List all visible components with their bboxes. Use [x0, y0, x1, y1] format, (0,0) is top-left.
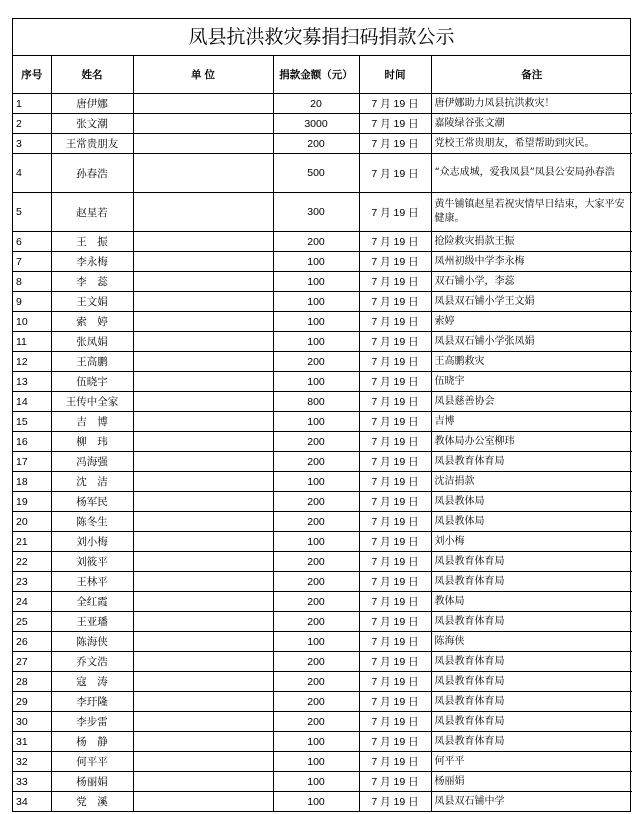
table-row [13, 252, 632, 272]
donation-time: 7 月 19 日 [359, 632, 431, 652]
donor-unit [133, 352, 273, 372]
table-row [13, 692, 632, 712]
donation-note: 教体局办公室柳玮 [431, 432, 632, 452]
donation-table [13, 56, 632, 811]
donor-unit [133, 532, 273, 552]
header-name: 姓名 [51, 56, 133, 94]
row-number: 33 [13, 772, 51, 792]
donor-unit [133, 114, 273, 134]
row-number: 30 [13, 712, 51, 732]
table-row [13, 452, 632, 472]
donor-name: 乔文浩 [51, 652, 133, 672]
donor-unit [133, 632, 273, 652]
donation-amount: 100 [273, 372, 359, 392]
donation-time: 7 月 19 日 [359, 94, 431, 114]
donor-unit [133, 392, 273, 412]
row-number: 22 [13, 552, 51, 572]
row-number: 23 [13, 572, 51, 592]
donation-note: 凤县双石铺小学张凤娟 [431, 332, 632, 352]
donor-name: 王常贵朋友 [51, 134, 133, 154]
table-row [13, 154, 632, 193]
donation-amount: 300 [273, 193, 359, 232]
donor-name: 李步雷 [51, 712, 133, 732]
donation-time: 7 月 19 日 [359, 572, 431, 592]
donor-unit [133, 612, 273, 632]
donor-name: 冯海强 [51, 452, 133, 472]
donation-time: 7 月 19 日 [359, 612, 431, 632]
donation-amount: 200 [273, 512, 359, 532]
donation-note: 何平平 [431, 752, 632, 772]
donor-name: 王 振 [51, 232, 133, 252]
donation-time: 7 月 19 日 [359, 592, 431, 612]
donor-name: 杨 静 [51, 732, 133, 752]
donation-time: 7 月 19 日 [359, 432, 431, 452]
donor-name: 赵星若 [51, 193, 133, 232]
donation-amount: 200 [273, 652, 359, 672]
row-number: 15 [13, 412, 51, 432]
row-number: 12 [13, 352, 51, 372]
donation-amount: 100 [273, 632, 359, 652]
table-row [13, 432, 632, 452]
donation-amount: 200 [273, 432, 359, 452]
table-row [13, 352, 632, 372]
donor-unit [133, 94, 273, 114]
row-number: 19 [13, 492, 51, 512]
donor-name: 全红霞 [51, 592, 133, 612]
row-number: 34 [13, 792, 51, 812]
table-row [13, 412, 632, 432]
row-number: 11 [13, 332, 51, 352]
donation-time: 7 月 19 日 [359, 732, 431, 752]
donation-note: 凤县教育体育局 [431, 572, 632, 592]
donation-note: 凤县教育体育局 [431, 552, 632, 572]
donor-name: 沈 洁 [51, 472, 133, 492]
donation-amount: 200 [273, 612, 359, 632]
donor-name: 李永梅 [51, 252, 133, 272]
donation-amount: 200 [273, 672, 359, 692]
table-row [13, 532, 632, 552]
donor-unit [133, 572, 273, 592]
donor-name: 王林平 [51, 572, 133, 592]
donation-amount: 200 [273, 452, 359, 472]
donor-name: 伍晓宇 [51, 372, 133, 392]
donation-note: 双石铺小学，李蕊 [431, 272, 632, 292]
donor-name: 李 蕊 [51, 272, 133, 292]
donor-name: 何平平 [51, 752, 133, 772]
header-unit: 单 位 [133, 56, 273, 94]
row-number: 7 [13, 252, 51, 272]
donation-note: 杨丽娟 [431, 772, 632, 792]
donation-time: 7 月 19 日 [359, 232, 431, 252]
donation-note: 凤县慈善协会 [431, 392, 632, 412]
donation-time: 7 月 19 日 [359, 652, 431, 672]
donor-unit [133, 432, 273, 452]
table-row [13, 612, 632, 632]
table-row [13, 792, 632, 812]
donation-time: 7 月 19 日 [359, 752, 431, 772]
donation-time: 7 月 19 日 [359, 512, 431, 532]
donation-time: 7 月 19 日 [359, 292, 431, 312]
donation-note: 凤县教体局 [431, 492, 632, 512]
donor-unit [133, 412, 273, 432]
donation-note: 党校王常贵朋友，希望帮助到灾民。 [431, 134, 632, 154]
donor-unit [133, 472, 273, 492]
row-number: 14 [13, 392, 51, 412]
donor-unit [133, 552, 273, 572]
donor-unit [133, 772, 273, 792]
donor-unit [133, 592, 273, 612]
row-number: 25 [13, 612, 51, 632]
donation-amount: 200 [273, 552, 359, 572]
donor-unit [133, 492, 273, 512]
donation-note: 凤县教育体育局 [431, 672, 632, 692]
donation-amount: 200 [273, 134, 359, 154]
donation-amount: 100 [273, 472, 359, 492]
table-row [13, 492, 632, 512]
donor-unit [133, 512, 273, 532]
table-row [13, 592, 632, 612]
donation-time: 7 月 19 日 [359, 452, 431, 472]
donor-unit [133, 672, 273, 692]
donor-unit [133, 154, 273, 193]
row-number: 26 [13, 632, 51, 652]
row-number: 27 [13, 652, 51, 672]
donation-time: 7 月 19 日 [359, 193, 431, 232]
row-number: 3 [13, 134, 51, 154]
donor-name: 王高鹏 [51, 352, 133, 372]
donation-time: 7 月 19 日 [359, 392, 431, 412]
header-note: 备注 [431, 56, 632, 94]
row-number: 32 [13, 752, 51, 772]
table-row [13, 193, 632, 232]
donation-time: 7 月 19 日 [359, 552, 431, 572]
row-number: 29 [13, 692, 51, 712]
donor-unit [133, 712, 273, 732]
donor-name: 陈冬生 [51, 512, 133, 532]
donation-note: 凤县双石铺中学 [431, 792, 632, 812]
row-number: 17 [13, 452, 51, 472]
row-number: 2 [13, 114, 51, 134]
row-number: 24 [13, 592, 51, 612]
donation-amount: 100 [273, 272, 359, 292]
header-no: 序号 [13, 56, 51, 94]
donation-time: 7 月 19 日 [359, 492, 431, 512]
donation-amount: 200 [273, 592, 359, 612]
donor-name: 杨军民 [51, 492, 133, 512]
table-row [13, 472, 632, 492]
table-row [13, 332, 632, 352]
donation-amount: 20 [273, 94, 359, 114]
donor-unit [133, 292, 273, 312]
donation-amount: 100 [273, 792, 359, 812]
donation-note: 凤县教育体育局 [431, 692, 632, 712]
row-number: 18 [13, 472, 51, 492]
donation-time: 7 月 19 日 [359, 272, 431, 292]
donor-unit [133, 232, 273, 252]
donation-amount: 100 [273, 252, 359, 272]
donation-time: 7 月 19 日 [359, 372, 431, 392]
donation-amount: 200 [273, 352, 359, 372]
page-title: 凤县抗洪救灾募捐扫码捐款公示 [13, 19, 630, 56]
donor-name: 党 溪 [51, 792, 133, 812]
donation-note: 沈洁捐款 [431, 472, 632, 492]
donation-time: 7 月 19 日 [359, 412, 431, 432]
donation-amount: 200 [273, 572, 359, 592]
donor-unit [133, 752, 273, 772]
row-number: 13 [13, 372, 51, 392]
table-row [13, 232, 632, 252]
row-number: 1 [13, 94, 51, 114]
donor-name: 杨丽娟 [51, 772, 133, 792]
row-number: 9 [13, 292, 51, 312]
donation-note: 教体局 [431, 592, 632, 612]
table-row [13, 652, 632, 672]
donation-note: 抢险救灾捐款王振 [431, 232, 632, 252]
donor-unit [133, 312, 273, 332]
row-number: 6 [13, 232, 51, 252]
table-row [13, 312, 632, 332]
donation-sheet [12, 18, 631, 812]
table-row [13, 134, 632, 154]
row-number: 20 [13, 512, 51, 532]
donor-name: 张凤娟 [51, 332, 133, 352]
donor-unit [133, 372, 273, 392]
donor-name: 刘小梅 [51, 532, 133, 552]
donor-unit [133, 134, 273, 154]
table-row [13, 752, 632, 772]
donor-name: 王文娟 [51, 292, 133, 312]
donation-amount: 200 [273, 692, 359, 712]
donation-note: 嘉陵绿谷张文潮 [431, 114, 632, 134]
donor-name: 陈海侠 [51, 632, 133, 652]
donation-amount: 100 [273, 412, 359, 432]
header-amount: 捐款金额（元） [273, 56, 359, 94]
donation-note: 王高鹏救灾 [431, 352, 632, 372]
row-number: 28 [13, 672, 51, 692]
table-row [13, 512, 632, 532]
table-row [13, 114, 632, 134]
table-row [13, 392, 632, 412]
donation-note: 索婷 [431, 312, 632, 332]
donor-name: 吉 博 [51, 412, 133, 432]
row-number: 31 [13, 732, 51, 752]
donation-note: 凤县教育体育局 [431, 652, 632, 672]
donor-name: 柳 玮 [51, 432, 133, 452]
donor-unit [133, 272, 273, 292]
donation-note: 陈海侠 [431, 632, 632, 652]
donor-name: 索 婷 [51, 312, 133, 332]
donation-time: 7 月 19 日 [359, 472, 431, 492]
donation-time: 7 月 19 日 [359, 352, 431, 372]
donation-amount: 3000 [273, 114, 359, 134]
donation-time: 7 月 19 日 [359, 114, 431, 134]
donor-name: 孙春浩 [51, 154, 133, 193]
donor-name: 王亚璠 [51, 612, 133, 632]
donor-name: 刘筱平 [51, 552, 133, 572]
row-number: 8 [13, 272, 51, 292]
donation-amount: 100 [273, 532, 359, 552]
row-number: 16 [13, 432, 51, 452]
donation-note: “众志成城，爱我凤县”凤县公安局孙春浩 [431, 154, 632, 193]
donor-unit [133, 692, 273, 712]
table-row [13, 94, 632, 114]
table-row [13, 632, 632, 652]
donation-note: 刘小梅 [431, 532, 632, 552]
donation-time: 7 月 19 日 [359, 672, 431, 692]
donation-note: 伍晓宇 [431, 372, 632, 392]
donation-time: 7 月 19 日 [359, 134, 431, 154]
donation-note: 吉博 [431, 412, 632, 432]
table-row [13, 372, 632, 392]
donation-note: 黄牛铺镇赵星若祝灾情早日结束，大家平安健康。 [431, 193, 632, 232]
donation-amount: 100 [273, 732, 359, 752]
table-row [13, 672, 632, 692]
donation-time: 7 月 19 日 [359, 772, 431, 792]
donation-amount: 100 [273, 332, 359, 352]
donor-name: 王传中全家 [51, 392, 133, 412]
donation-amount: 100 [273, 312, 359, 332]
table-row [13, 572, 632, 592]
donation-amount: 200 [273, 232, 359, 252]
donation-amount: 200 [273, 492, 359, 512]
table-row [13, 732, 632, 752]
donation-amount: 100 [273, 752, 359, 772]
donation-amount: 200 [273, 712, 359, 732]
table-row [13, 272, 632, 292]
donor-unit [133, 792, 273, 812]
donation-note: 唐伊娜助力凤县抗洪救灾！ [431, 94, 632, 114]
donation-amount: 500 [273, 154, 359, 193]
donation-amount: 100 [273, 292, 359, 312]
donation-time: 7 月 19 日 [359, 312, 431, 332]
donation-note: 凤州初级中学李永梅 [431, 252, 632, 272]
donation-note: 凤县教育体育局 [431, 452, 632, 472]
donor-name: 李玗隆 [51, 692, 133, 712]
donor-name: 寇 涛 [51, 672, 133, 692]
donation-note: 凤县教育体育局 [431, 712, 632, 732]
donation-time: 7 月 19 日 [359, 252, 431, 272]
table-row [13, 292, 632, 312]
donation-time: 7 月 19 日 [359, 792, 431, 812]
donation-amount: 100 [273, 772, 359, 792]
row-number: 4 [13, 154, 51, 193]
donation-note: 凤县双石铺小学王文娟 [431, 292, 632, 312]
donor-unit [133, 252, 273, 272]
donation-note: 凤县教体局 [431, 512, 632, 532]
donation-time: 7 月 19 日 [359, 532, 431, 552]
header-time: 时间 [359, 56, 431, 94]
donor-name: 张文潮 [51, 114, 133, 134]
donation-time: 7 月 19 日 [359, 692, 431, 712]
table-row [13, 772, 632, 792]
table-row [13, 552, 632, 572]
donor-unit [133, 732, 273, 752]
donation-amount: 800 [273, 392, 359, 412]
donation-note: 凤县教育体育局 [431, 612, 632, 632]
donation-time: 7 月 19 日 [359, 154, 431, 193]
donor-unit [133, 452, 273, 472]
row-number: 5 [13, 193, 51, 232]
donor-unit [133, 652, 273, 672]
donor-unit [133, 332, 273, 352]
row-number: 21 [13, 532, 51, 552]
donation-time: 7 月 19 日 [359, 712, 431, 732]
header-row [13, 56, 632, 94]
donation-note: 凤县教育体育局 [431, 732, 632, 752]
donor-name: 唐伊娜 [51, 94, 133, 114]
donation-time: 7 月 19 日 [359, 332, 431, 352]
table-row [13, 712, 632, 732]
donor-unit [133, 193, 273, 232]
row-number: 10 [13, 312, 51, 332]
